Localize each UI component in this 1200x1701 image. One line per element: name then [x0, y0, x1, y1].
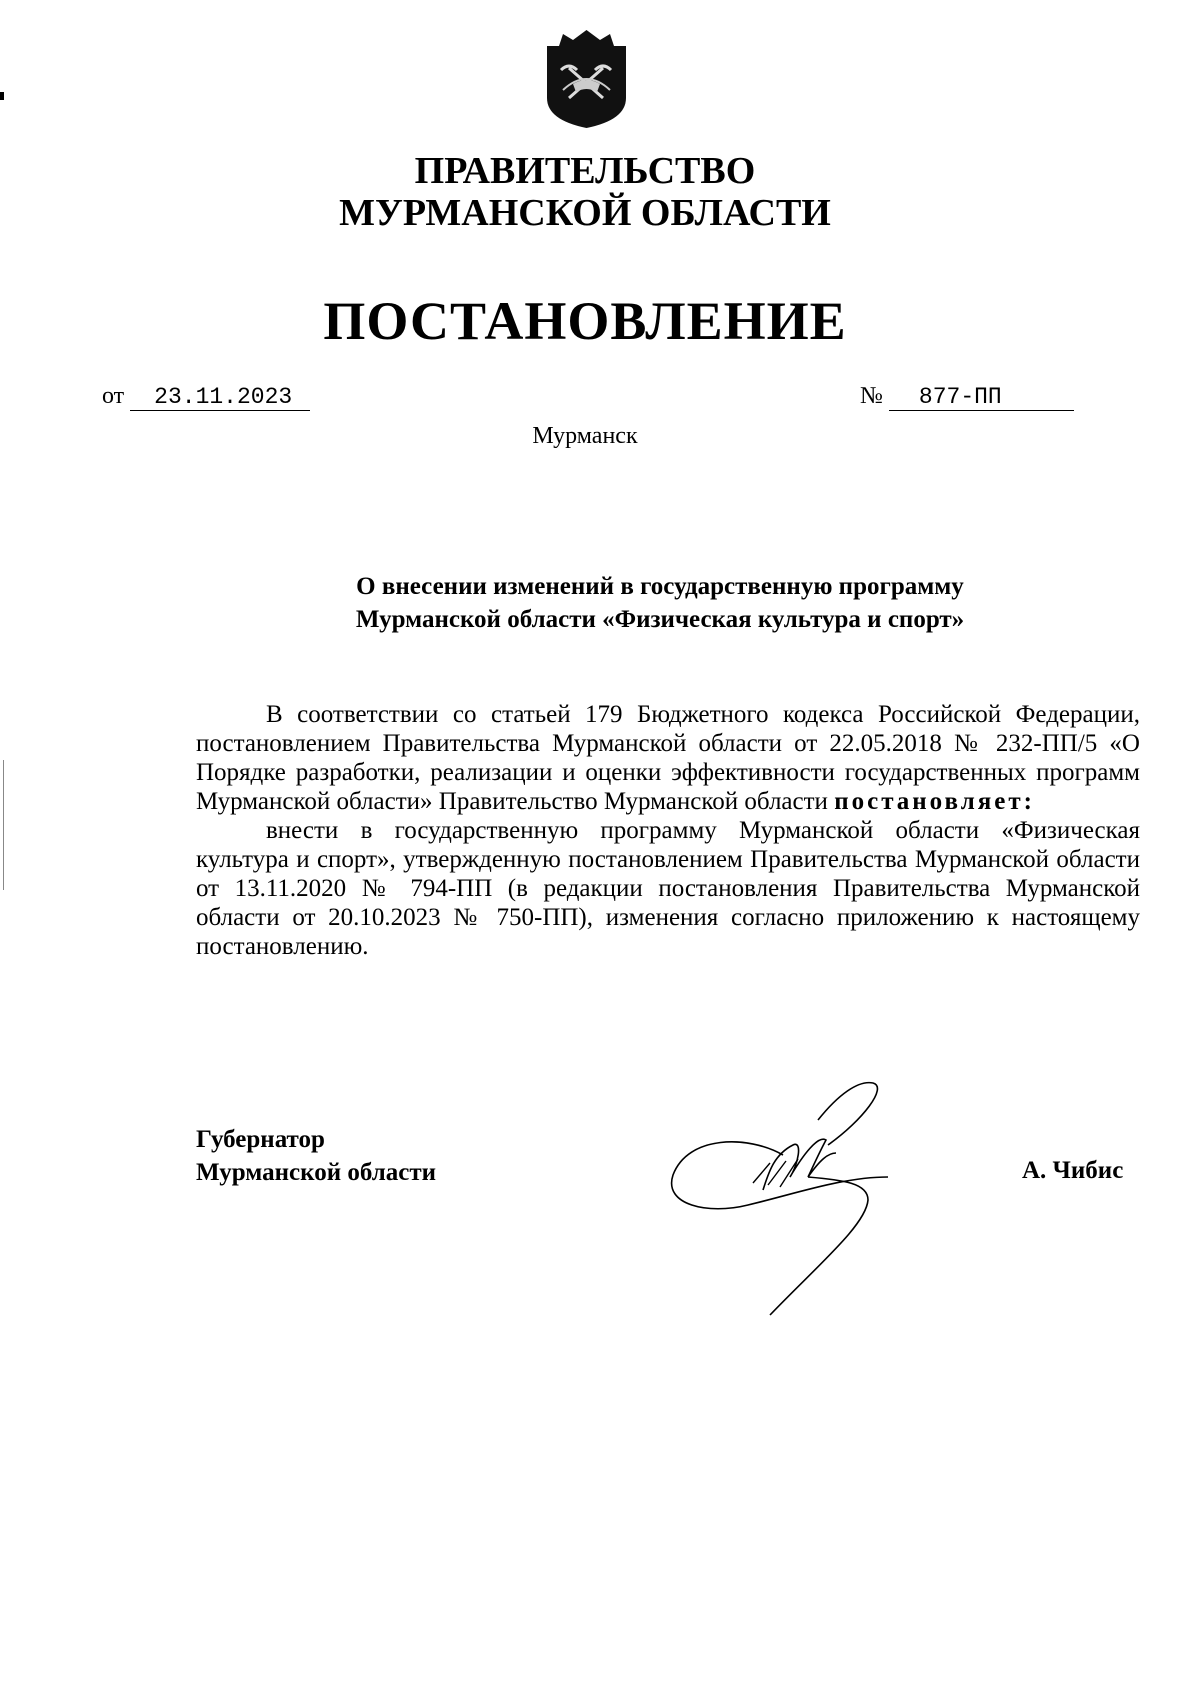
body-paragraph-2: внести в государственную программу Мурманской области «Физическая культура и спорт», утвержденную постановлением Правительства Мурманской области от 13.11.2020 № 794-ПП (в редакции постановления Правительства Мурманской области от 20.10.2023 № 750-ПП), изменения согласно приложению к настоящему постановлению.: [196, 817, 1140, 960]
city: Мурманск: [532, 423, 638, 449]
handwritten-signature: [668, 1065, 928, 1325]
subject-line1: О внесении изменений в государственную программу: [356, 573, 964, 600]
document-body: [196, 700, 1140, 961]
signatory-position: [196, 1123, 436, 1189]
coat-of-arms-emblem: [545, 28, 628, 130]
signatory-name: А. Чибис: [1022, 1157, 1124, 1184]
number-prefix: №: [860, 383, 883, 409]
date-line: [102, 383, 310, 411]
resolves-word: постановляет:: [834, 788, 1035, 815]
number-line: [860, 383, 1074, 411]
org-name-line1: ПРАВИТЕЛЬСТВО: [414, 150, 756, 192]
number-value: 877-ПП: [889, 384, 1074, 411]
body-paragraph-1-text: В соответствии со статьей 179 Бюджетного кодекса Российской Федерации, постановлением Правительства Мурманской области от 22.05.2018 № 232-ПП/5 «О Порядке разработки, реализации и оценки эффективности государственных программ Мурманской области» Правительство Мурманской области: [196, 701, 1140, 815]
subject-line2: Мурманской области «Физическая культура и спорт»: [355, 606, 965, 633]
signatory-position-line2: Мурманской области: [196, 1159, 437, 1186]
date-value: 23.11.2023: [130, 384, 310, 411]
document-type: ПОСТАНОВЛЕНИЕ: [323, 291, 847, 351]
date-prefix: от: [102, 383, 125, 409]
signatory-position-line1: Губернатор: [196, 1126, 325, 1153]
org-name-line2: МУРМАНСКОЙ ОБЛАСТИ: [339, 192, 831, 234]
subject-title: [180, 570, 1140, 636]
body-paragraph-1: [196, 700, 1140, 816]
scan-margin-line: [3, 760, 4, 890]
scan-margin-mark: [0, 92, 4, 100]
